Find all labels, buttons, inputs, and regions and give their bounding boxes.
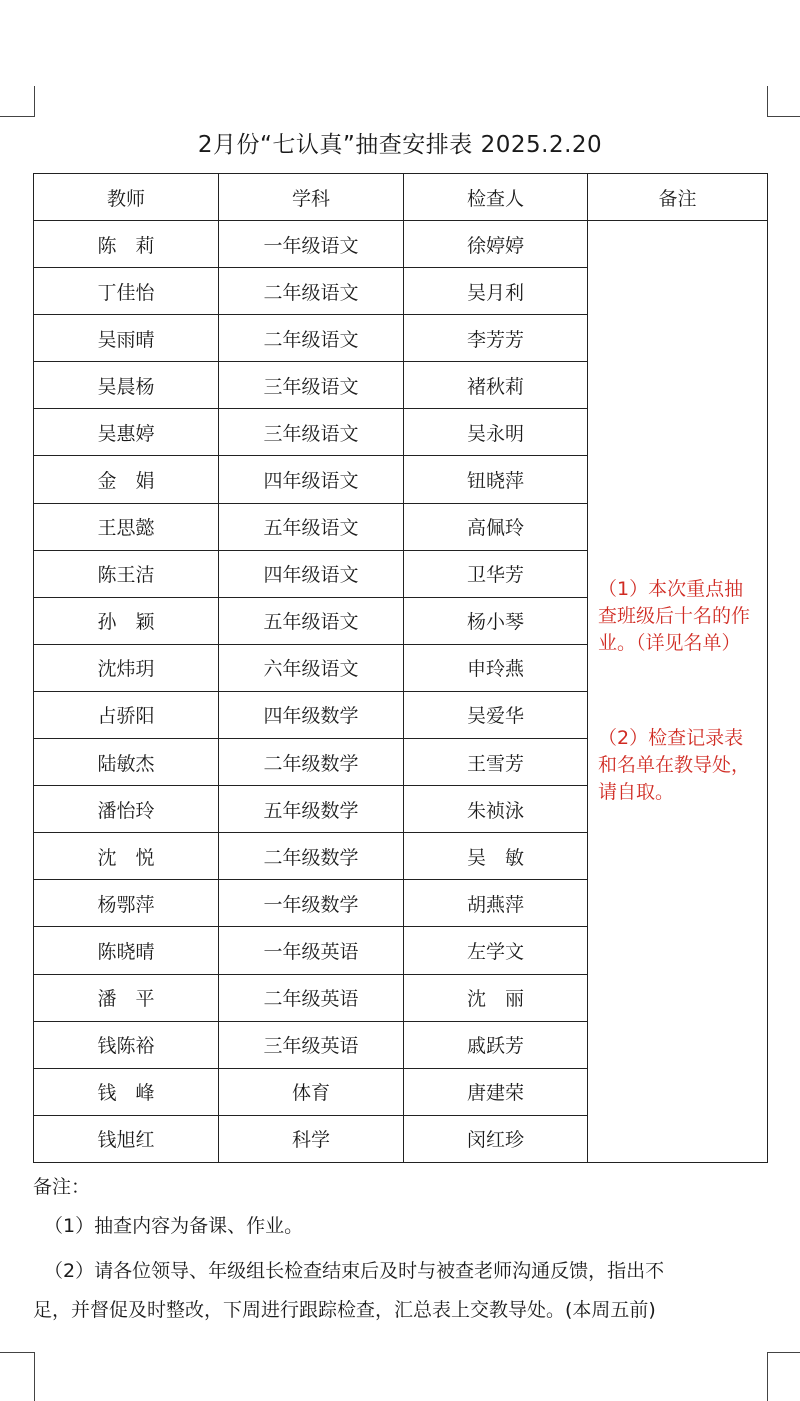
teacher-cell: 沈炜玥	[34, 644, 219, 691]
inspector-cell: 高佩玲	[404, 503, 588, 550]
inspector-cell: 吴月利	[404, 268, 588, 315]
inspector-cell: 王雪芳	[404, 739, 588, 786]
subject-cell: 三年级语文	[219, 362, 404, 409]
footer-note-2-line-2: 足，并督促及时整改，下周进行跟踪检查，汇总表上交教导处。(本周五前)	[33, 1299, 656, 1321]
subject-cell: 科学	[219, 1115, 404, 1162]
teacher-cell: 钱陈裕	[34, 1021, 219, 1068]
header-inspector: 检查人	[404, 174, 588, 221]
subject-cell: 四年级语文	[219, 550, 404, 597]
crop-mark-bottom-left	[0, 1352, 35, 1401]
subject-cell: 体育	[219, 1068, 404, 1115]
subject-cell: 二年级数学	[219, 739, 404, 786]
subject-cell: 一年级英语	[219, 927, 404, 974]
subject-cell: 二年级数学	[219, 833, 404, 880]
teacher-cell: 吴惠婷	[34, 409, 219, 456]
inspector-cell: 朱祯泳	[404, 786, 588, 833]
subject-cell: 二年级语文	[219, 315, 404, 362]
subject-cell: 五年级语文	[219, 597, 404, 644]
remark-2: （2）检查记录表和名单在教导处，请自取。	[598, 727, 751, 804]
table-row	[34, 221, 768, 268]
document-title: 2月份“七认真”抽查安排表 2025.2.20	[197, 132, 603, 158]
subject-cell: 一年级数学	[219, 880, 404, 927]
teacher-cell: 占骄阳	[34, 691, 219, 738]
teacher-cell: 陈晓晴	[34, 927, 219, 974]
subject-cell: 六年级语文	[219, 644, 404, 691]
inspector-cell: 胡燕萍	[404, 880, 588, 927]
teacher-cell: 孙 颖	[34, 597, 219, 644]
teacher-cell: 丁佳怡	[34, 268, 219, 315]
inspector-cell: 唐建荣	[404, 1068, 588, 1115]
inspector-cell: 沈 丽	[404, 974, 588, 1021]
teacher-cell: 陈王洁	[34, 550, 219, 597]
subject-cell: 二年级语文	[219, 268, 404, 315]
footer-label: 备注：	[33, 1176, 91, 1198]
footer-note-1: （1）抽查内容为备课、作业。	[44, 1215, 304, 1237]
inspector-cell: 吴爱华	[404, 691, 588, 738]
teacher-cell: 钱旭红	[34, 1115, 219, 1162]
schedule-table	[33, 173, 768, 1163]
subject-cell: 三年级语文	[219, 409, 404, 456]
inspector-cell: 钮晓萍	[404, 456, 588, 503]
footer-note-2	[33, 1252, 774, 1330]
subject-cell: 五年级数学	[219, 786, 404, 833]
inspector-cell: 戚跃芳	[404, 1021, 588, 1068]
teacher-cell: 沈 悦	[34, 833, 219, 880]
inspector-cell: 吴 敏	[404, 833, 588, 880]
inspector-cell: 申玲燕	[404, 644, 588, 691]
subject-cell: 一年级语文	[219, 221, 404, 268]
crop-mark-top-right	[767, 86, 800, 117]
header-teacher: 教师	[34, 174, 219, 221]
header-subject: 学科	[219, 174, 404, 221]
inspector-cell: 褚秋莉	[404, 362, 588, 409]
inspector-cell: 左学文	[404, 927, 588, 974]
teacher-cell: 陈 莉	[34, 221, 219, 268]
teacher-cell: 金 娟	[34, 456, 219, 503]
inspector-cell: 李芳芳	[404, 315, 588, 362]
crop-mark-top-left	[0, 86, 35, 117]
teacher-cell: 杨鄂萍	[34, 880, 219, 927]
footer-note-2-line-1: （2）请各位领导、年级组长检查结束后及时与被查老师沟通反馈，指出不	[44, 1260, 665, 1282]
table-header-row	[34, 174, 768, 221]
teacher-cell: 潘怡玲	[34, 786, 219, 833]
inspector-cell: 闵红珍	[404, 1115, 588, 1162]
teacher-cell: 王思懿	[34, 503, 219, 550]
inspector-cell: 卫华芳	[404, 550, 588, 597]
inspector-cell: 徐婷婷	[404, 221, 588, 268]
teacher-cell: 吴晨杨	[34, 362, 219, 409]
subject-cell: 四年级语文	[219, 456, 404, 503]
subject-cell: 五年级语文	[219, 503, 404, 550]
remarks-cell	[588, 221, 768, 1163]
teacher-cell: 潘 平	[34, 974, 219, 1021]
inspector-cell: 吴永明	[404, 409, 588, 456]
teacher-cell: 钱 峰	[34, 1068, 219, 1115]
subject-cell: 三年级英语	[219, 1021, 404, 1068]
header-remarks: 备注	[588, 174, 768, 221]
teacher-cell: 吴雨晴	[34, 315, 219, 362]
crop-mark-bottom-right	[767, 1352, 800, 1401]
teacher-cell: 陆敏杰	[34, 739, 219, 786]
subject-cell: 四年级数学	[219, 691, 404, 738]
subject-cell: 二年级英语	[219, 974, 404, 1021]
remark-1: （1）本次重点抽查班级后十名的作业。（详见名单）	[598, 578, 751, 655]
inspector-cell: 杨小琴	[404, 597, 588, 644]
